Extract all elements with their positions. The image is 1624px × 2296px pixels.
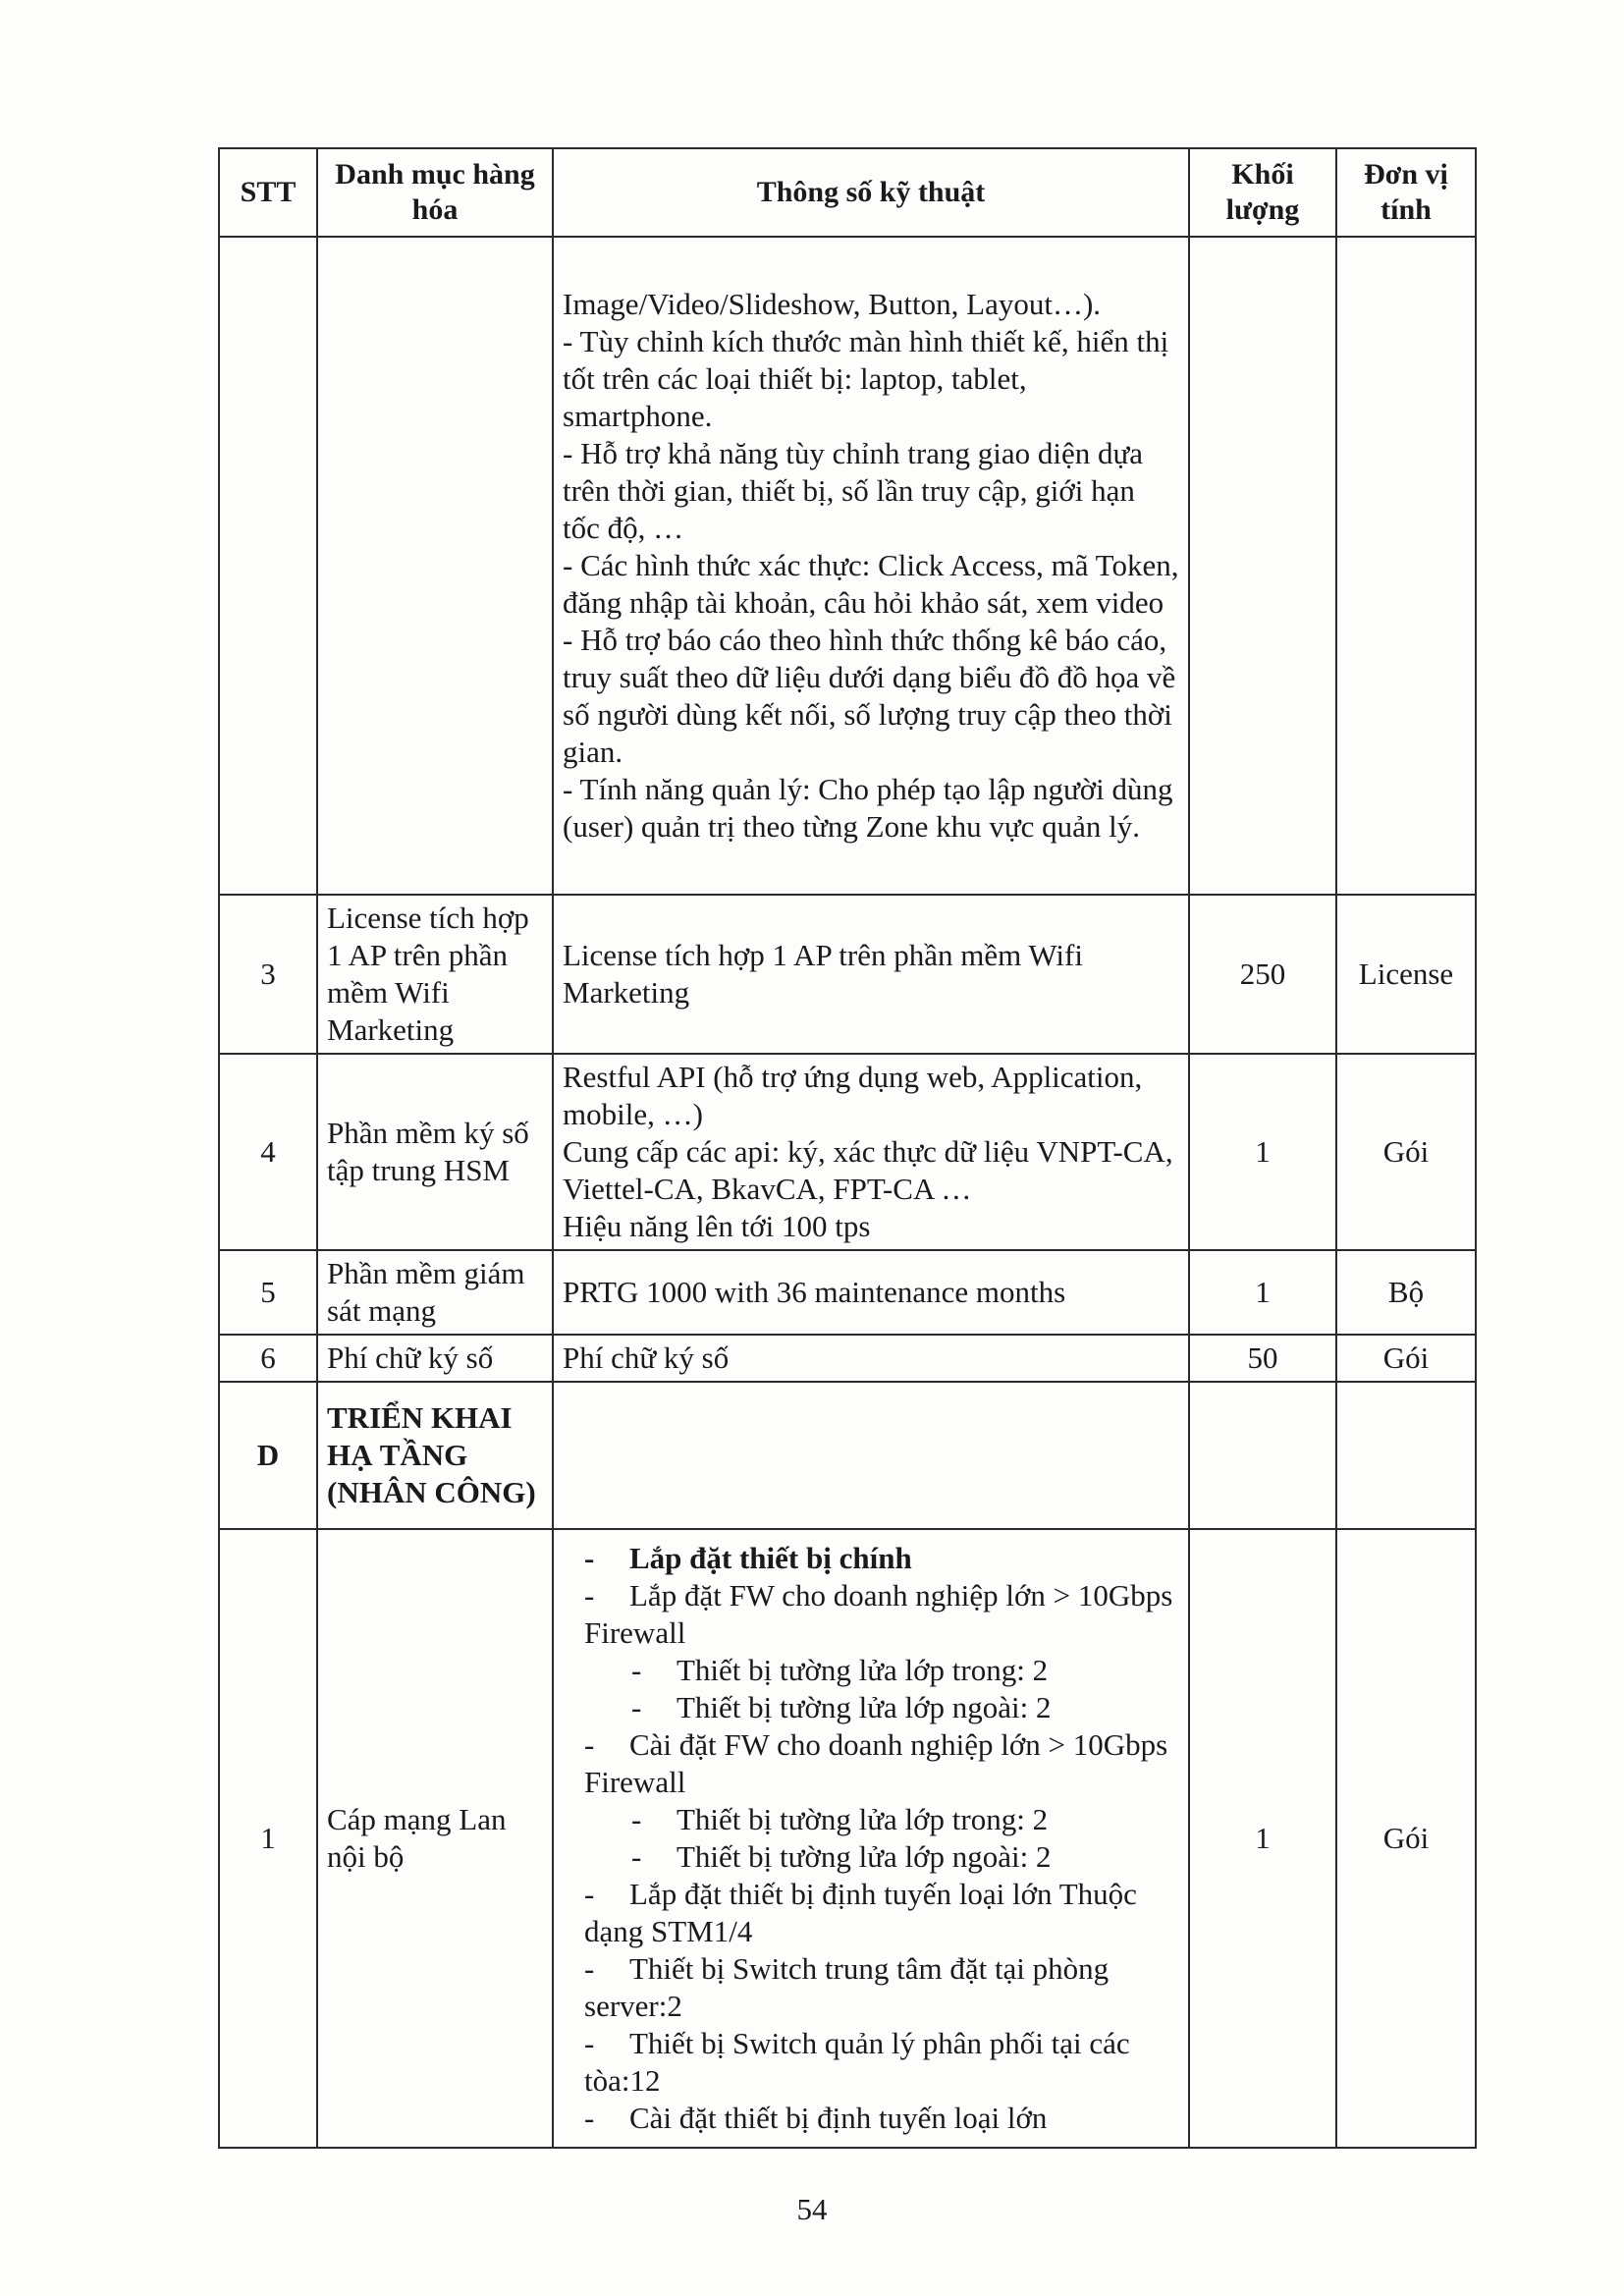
header-spec: Thông số kỹ thuật (553, 148, 1189, 237)
table-row (219, 1054, 1476, 1250)
spec-item: - Thiết bị tường lửa lớp ngoài: 2 (631, 1690, 1052, 1724)
spec-item: - Lắp đặt FW cho doanh nghiệp lớn > 10Gbps Firewall (584, 1578, 1173, 1650)
spec-line: - Các hình thức xác thực: Click Access, mã Token, đăng nhập tài khoản, câu hỏi khảo sát, xem video (563, 548, 1179, 620)
unit-cell: Gói (1336, 1529, 1476, 2148)
spec-line: - Hỗ trợ khả năng tùy chỉnh trang giao diện dựa trên thời gian, thiết bị, số lần truy cập, giới hạn tốc độ, … (563, 436, 1144, 545)
section-row (219, 1382, 1476, 1529)
spec-item: - Lắp đặt thiết bị định tuyến loại lớn Thuộc dạng STM1/4 (584, 1877, 1137, 1948)
qty-cell: 1 (1189, 1054, 1336, 1250)
spec-line: - Tùy chỉnh kích thước màn hình thiết kế, hiển thị tốt trên các loại thiết bị: laptop, tablet, smartphone. (563, 324, 1169, 433)
page-number: 54 (796, 2192, 828, 2226)
qty-cell: 1 (1189, 1250, 1336, 1335)
spec-cell (553, 1250, 1189, 1335)
spec-line: License tích hợp 1 AP trên phần mềm Wifi Marketing (563, 938, 1083, 1010)
table-row (219, 1250, 1476, 1335)
spec-table (218, 147, 1477, 2149)
spec-line: PRTG 1000 with 36 maintenance months (563, 1275, 1066, 1309)
spec-item: - Cài đặt thiết bị định tuyến loại lớn (584, 2101, 1048, 2135)
section-stt-cell: D (219, 1382, 317, 1529)
name-cell: Phí chữ ký số (317, 1335, 553, 1382)
table-header-row (219, 148, 1476, 237)
name-cell: Phần mềm ký số tập trung HSM (317, 1054, 553, 1250)
spec-line: Phí chữ ký số (563, 1340, 730, 1375)
spec-item: - Thiết bị tường lửa lớp ngoài: 2 (631, 1839, 1052, 1874)
header-unit: Đơn vị tính (1336, 148, 1476, 237)
unit-cell: License (1336, 895, 1476, 1054)
qty-cell (1189, 1382, 1336, 1529)
spec-line: Cung cấp các api: ký, xác thực dữ liệu VNPT-CA, Viettel-CA, BkavCA, FPT-CA … (563, 1134, 1173, 1206)
header-stt: STT (219, 148, 317, 237)
unit-cell: Bộ (1336, 1250, 1476, 1335)
spec-item: - Thiết bị Switch trung tâm đặt tại phòng server:2 (584, 1951, 1110, 2023)
name-cell: Phần mềm giám sát mạng (317, 1250, 553, 1335)
qty-cell: 250 (1189, 895, 1336, 1054)
stt-cell: 4 (219, 1054, 317, 1250)
spec-item: - Thiết bị tường lửa lớp trong: 2 (631, 1653, 1049, 1687)
qty-cell: 1 (1189, 1529, 1336, 2148)
spec-line: - Hỗ trợ báo cáo theo hình thức thống kê báo cáo, truy suất theo dữ liệu dưới dạng biểu đồ đồ họa về số người dùng kết nối, số lượng truy cập theo thời gian. (563, 623, 1176, 769)
spec-cell (553, 1335, 1189, 1382)
name-cell: Cáp mạng Lan nội bộ (317, 1529, 553, 2148)
stt-cell: 1 (219, 1529, 317, 2148)
table-row-continued (219, 237, 1476, 895)
header-name: Danh mục hàng hóa (317, 148, 553, 237)
stt-cell: 3 (219, 895, 317, 1054)
spec-item: - Thiết bị tường lửa lớp trong: 2 (631, 1802, 1049, 1836)
section-name-cell: TRIỂN KHAI HẠ TẦNG (NHÂN CÔNG) (317, 1382, 553, 1529)
spec-cell (553, 1529, 1189, 2148)
table-row (219, 1529, 1476, 2148)
name-cell (317, 237, 553, 895)
unit-cell: Gói (1336, 1054, 1476, 1250)
header-qty: Khối lượng (1189, 148, 1336, 237)
qty-cell (1189, 237, 1336, 895)
spec-line: Hiệu năng lên tới 100 tps (563, 1209, 871, 1243)
table-row (219, 1335, 1476, 1382)
stt-cell: 5 (219, 1250, 317, 1335)
unit-cell (1336, 1382, 1476, 1529)
spec-table-wrapper (218, 147, 1475, 2149)
spec-item: - Thiết bị Switch quản lý phân phối tại các tòa:12 (584, 2026, 1130, 2098)
table-row (219, 895, 1476, 1054)
spec-heading: - Lắp đặt thiết bị chính (584, 1541, 912, 1575)
spec-cell (553, 237, 1189, 895)
spec-line: Restful API (hỗ trợ ứng dụng web, Application, mobile, …) (563, 1060, 1143, 1131)
qty-cell: 50 (1189, 1335, 1336, 1382)
spec-line: - Tính năng quản lý: Cho phép tạo lập người dùng (user) quản trị theo từng Zone khu vực quản lý. (563, 772, 1173, 844)
unit-cell: Gói (1336, 1335, 1476, 1382)
spec-cell (553, 1054, 1189, 1250)
unit-cell (1336, 237, 1476, 895)
spec-line: Image/Video/Slideshow, Button, Layout…). (563, 287, 1102, 321)
stt-cell: 6 (219, 1335, 317, 1382)
name-cell: License tích hợp 1 AP trên phần mềm Wifi Marketing (317, 895, 553, 1054)
spec-cell (553, 1382, 1189, 1529)
spec-item: - Cài đặt FW cho doanh nghiệp lớn > 10Gbps Firewall (584, 1727, 1168, 1799)
stt-cell (219, 237, 317, 895)
spec-cell (553, 895, 1189, 1054)
